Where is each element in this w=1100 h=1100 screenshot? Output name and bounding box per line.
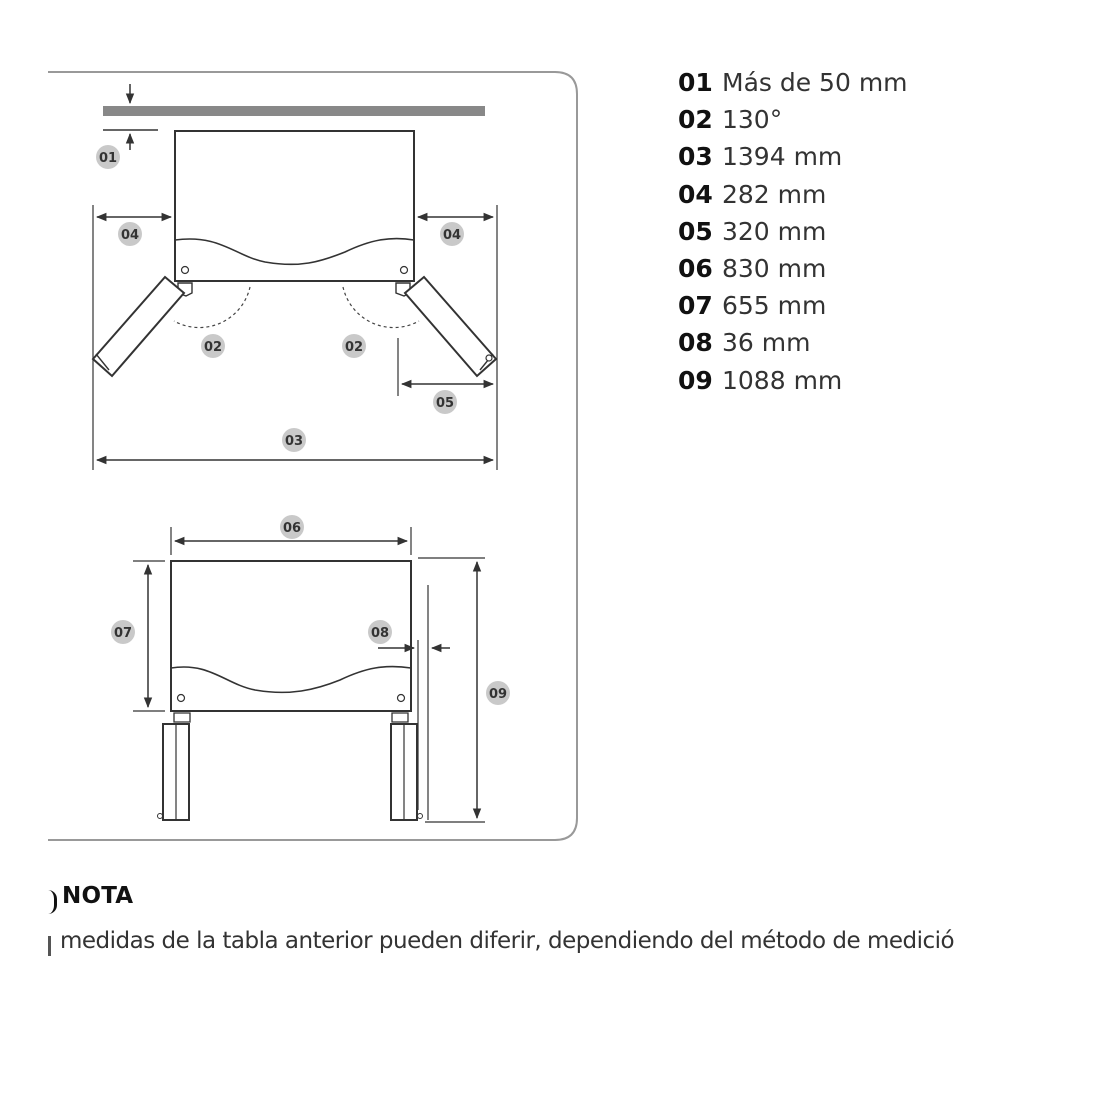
spec-value: Más de 50 mm (722, 68, 908, 97)
label-03 (282, 428, 306, 452)
label-07 (111, 620, 135, 644)
note-body: medidas de la tabla anterior pueden diferir, dependiendo del método de medició (60, 928, 955, 954)
label-02-left (201, 334, 225, 358)
spec-code: 07 (678, 291, 713, 321)
svg-text:03: 03 (284, 434, 304, 449)
side-view (133, 527, 485, 822)
dimension-diagram (0, 0, 600, 860)
spec-row-09 (678, 362, 908, 399)
spec-code: 03 (678, 142, 713, 172)
spec-value: 830 mm (722, 253, 827, 283)
spec-code: 08 (678, 328, 713, 358)
svg-text:06: 06 (282, 521, 302, 536)
label-04-left (118, 222, 142, 246)
spec-code: 04 (678, 179, 713, 209)
dimension-spec-list (678, 64, 908, 399)
svg-text:08: 08 (370, 626, 390, 641)
spec-value: 320 mm (722, 216, 827, 246)
top-view (93, 84, 497, 470)
spec-code: 09 (678, 365, 713, 395)
spec-row-03 (678, 138, 908, 175)
spec-code: 05 (678, 216, 713, 246)
spec-row-08 (678, 324, 908, 361)
spec-row-01 (678, 64, 908, 101)
spec-row-07 (678, 287, 908, 324)
note-title-text: NOTA (62, 883, 134, 909)
label-05 (433, 390, 457, 414)
spec-value: 282 mm (722, 179, 827, 209)
svg-text:09: 09 (488, 687, 508, 702)
svg-text:04: 04 (442, 228, 462, 243)
fridge-body-top (175, 131, 414, 281)
spec-row-02 (678, 101, 908, 138)
spec-code: 02 (678, 105, 713, 135)
left-door (93, 277, 184, 376)
spec-row-05 (678, 213, 908, 250)
spec-row-04 (678, 176, 908, 213)
spec-value: 1394 mm (722, 142, 843, 172)
label-04-right (440, 222, 464, 246)
label-09 (486, 681, 510, 705)
label-02-right (342, 334, 366, 358)
spec-value: 655 mm (722, 291, 827, 321)
spec-value: 130° (722, 105, 783, 135)
spec-code: 06 (678, 253, 713, 283)
svg-text:01: 01 (98, 151, 118, 166)
note-title (46, 883, 133, 909)
spec-value: 1088 mm (722, 365, 843, 395)
svg-text:04: 04 (120, 228, 140, 243)
svg-text:02: 02 (344, 340, 364, 355)
label-01 (96, 145, 120, 169)
note-body-clip (52, 928, 1050, 962)
label-06 (280, 515, 304, 539)
note-text-fragment (48, 936, 51, 956)
spec-row-06 (678, 250, 908, 287)
svg-text:02: 02 (203, 340, 223, 355)
svg-text:07: 07 (113, 626, 133, 641)
spec-value: 36 mm (722, 328, 811, 358)
wall (103, 106, 485, 116)
svg-text:05: 05 (435, 396, 455, 411)
right-door (405, 277, 496, 376)
spec-code: 01 (678, 68, 713, 97)
label-08 (368, 620, 392, 644)
